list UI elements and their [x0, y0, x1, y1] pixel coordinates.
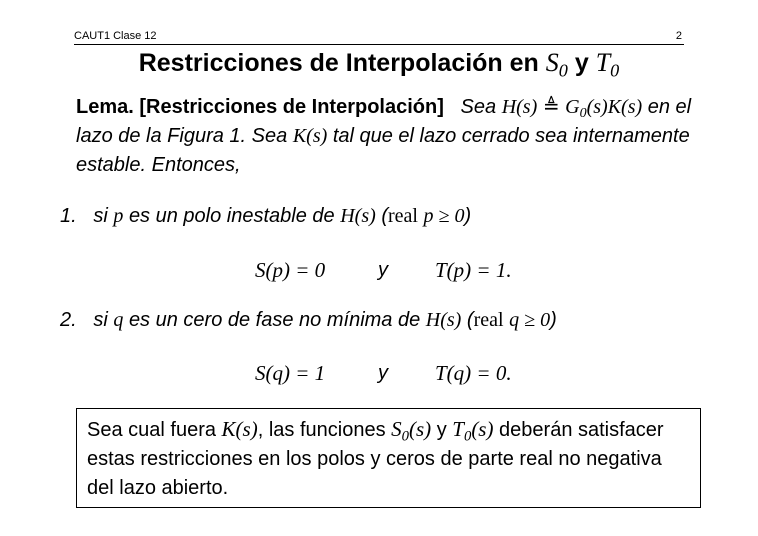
- box-text3: deberán satisfacer estas restricciones en los polos y ceros de parte real no negativa del lazo abierto.: [87, 419, 664, 499]
- item2-number: 2.: [60, 309, 77, 331]
- lemma-gk: $G_0(s)K(s)$: [565, 96, 643, 122]
- lemma-text2: tal que el lazo cerrado sea internamente estable. Entonces,: [76, 125, 690, 176]
- header-course: CAUT1 Clase 12: [74, 30, 157, 42]
- item2-paren-close: ): [550, 309, 557, 331]
- item2-hs: H(s): [425, 309, 462, 331]
- item1-paren-open: (: [381, 205, 388, 227]
- item1-number: 1.: [60, 205, 77, 227]
- item2-eq-y: y: [378, 362, 388, 384]
- item1-cond: p ≥ 0: [423, 205, 465, 227]
- item1-var: p: [113, 205, 124, 227]
- lemma-text1: en el lazo de la Figura 1. Sea: [76, 96, 692, 147]
- lemma-sea: Sea: [460, 96, 497, 118]
- box-s0: $S_0(s)$: [391, 417, 432, 445]
- item2-eq-left: S(q) = 1: [255, 361, 326, 385]
- slide-title: [0, 48, 758, 81]
- item2-real: real: [473, 309, 504, 331]
- item2-cond: q ≥ 0: [509, 309, 551, 331]
- summary-box: [76, 408, 701, 508]
- item2-paren-open: (: [466, 309, 474, 331]
- item2-si: si: [93, 309, 108, 331]
- lemma-defeq: ≜: [542, 96, 560, 118]
- box-text1: Sea cual fuera: [87, 419, 216, 441]
- list-item-2: [60, 309, 557, 332]
- lemma-statement: [76, 93, 696, 180]
- page-number: 2: [675, 30, 682, 42]
- item1-eq-y: y: [378, 259, 388, 281]
- item1-eq-right: T(p) = 1.: [435, 258, 512, 282]
- header-rule: [74, 44, 684, 45]
- item1-text: es un polo inestable de: [128, 205, 335, 227]
- list-item-1: [60, 205, 471, 228]
- box-t0: $T_0(s)$: [452, 417, 494, 445]
- box-ks: K(s): [221, 417, 258, 441]
- lemma-ks: K(s): [292, 125, 328, 147]
- item1-paren-close: ): [464, 205, 472, 227]
- title-symbol-s: $S_0$: [545, 48, 568, 81]
- item1-eq-left: S(p) = 0: [255, 258, 326, 282]
- item1-hs: H(s): [340, 205, 376, 227]
- box-y: y: [436, 419, 447, 441]
- item2-eq-right: T(q) = 0.: [435, 361, 512, 385]
- item2-var: q: [113, 309, 124, 331]
- lemma-hs: H(s): [501, 96, 538, 118]
- lemma-label: Lema. [Restricciones de Interpolación]: [76, 96, 444, 118]
- item2-text: es un cero de fase no mínima de: [128, 309, 421, 331]
- title-text: Restricciones de Interpolación en: [138, 49, 539, 77]
- title-and: y: [574, 49, 589, 77]
- box-text2: , las funciones: [257, 419, 386, 441]
- item1-si: si: [93, 205, 108, 227]
- item1-real: real: [388, 205, 418, 227]
- title-symbol-t: $T_0$: [595, 48, 620, 81]
